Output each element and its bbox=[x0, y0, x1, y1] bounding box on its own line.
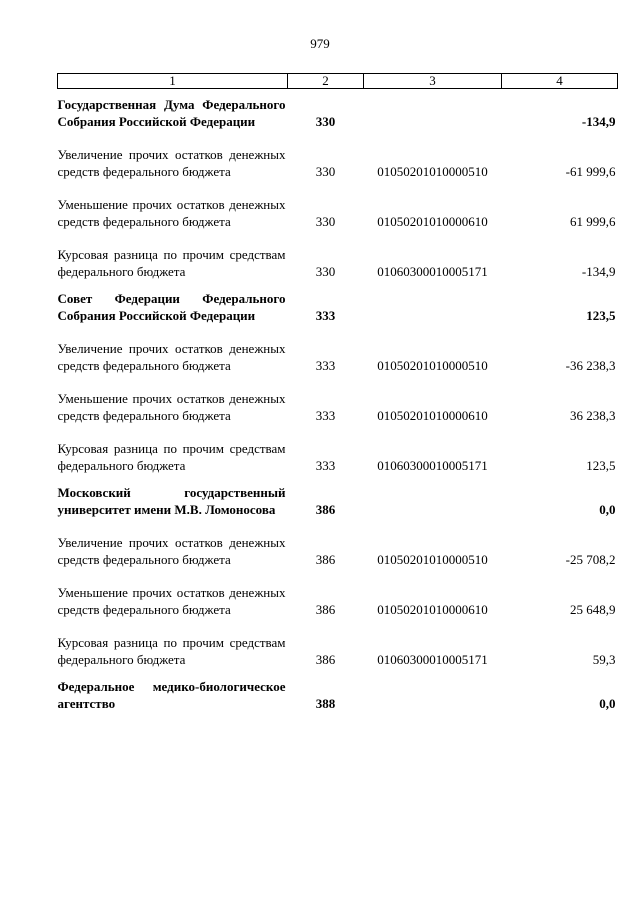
organization-row bbox=[58, 89, 618, 131]
column-header-3: 3 bbox=[364, 74, 502, 89]
item-amount: -36 238,3 bbox=[565, 358, 616, 373]
organization-amount: 0,0 bbox=[599, 696, 616, 711]
organization-amount: 0,0 bbox=[599, 502, 616, 517]
column-header-2: 2 bbox=[288, 74, 364, 89]
item-description: Уменьшение прочих остатков денежных средств федерального бюджета bbox=[57, 197, 286, 229]
item-description: Увеличение прочих остатков денежных средств федерального бюджета bbox=[57, 341, 286, 373]
item-kbk: 01060300010005171 bbox=[377, 652, 488, 667]
item-kbk: 01050201010000510 bbox=[377, 164, 488, 179]
item-amount: 25 648,9 bbox=[570, 602, 616, 617]
item-kbk: 01060300010005171 bbox=[377, 458, 488, 473]
item-description: Уменьшение прочих остатков денежных средств федерального бюджета bbox=[57, 391, 286, 423]
organization-row bbox=[58, 280, 618, 324]
organization-kbk bbox=[364, 668, 502, 712]
item-description: Увеличение прочих остатков денежных средств федерального бюджета bbox=[57, 535, 286, 567]
organization-name: Московский государственный университет имени М.В. Ломоносова bbox=[57, 485, 286, 517]
organization-code: 386 bbox=[315, 502, 336, 517]
organization-amount: 123,5 bbox=[586, 308, 616, 323]
item-description: Уменьшение прочих остатков денежных средств федерального бюджета bbox=[57, 585, 286, 617]
column-header-4: 4 bbox=[502, 74, 618, 89]
item-amount: -134,9 bbox=[581, 264, 616, 279]
organization-kbk bbox=[364, 89, 502, 131]
organization-name: Государственная Дума Федерального Собрания Российской Федерации bbox=[57, 97, 286, 129]
item-description: Курсовая разница по прочим средствам федерального бюджета bbox=[57, 247, 286, 279]
column-header-1: 1 bbox=[58, 74, 288, 89]
item-amount: -25 708,2 bbox=[565, 552, 616, 567]
organization-code: 333 bbox=[315, 308, 336, 323]
item-code: 386 bbox=[315, 652, 336, 667]
item-kbk: 01050201010000610 bbox=[377, 408, 488, 423]
table-row bbox=[58, 618, 618, 668]
header-row bbox=[58, 74, 618, 89]
item-kbk: 01060300010005171 bbox=[377, 264, 488, 279]
organization-code: 388 bbox=[315, 696, 336, 711]
item-kbk: 01050201010000610 bbox=[377, 214, 488, 229]
item-amount: 61 999,6 bbox=[570, 214, 616, 229]
organization-name: Совет Федерации Федерального Собрания Российской Федерации bbox=[57, 291, 286, 323]
item-code: 330 bbox=[315, 264, 336, 279]
table-row bbox=[58, 130, 618, 180]
item-amount: 123,5 bbox=[586, 458, 616, 473]
item-code: 330 bbox=[315, 214, 336, 229]
organization-kbk bbox=[364, 474, 502, 518]
organization-amount: -134,9 bbox=[581, 114, 616, 129]
budget-table bbox=[57, 73, 618, 712]
item-code: 333 bbox=[315, 358, 336, 373]
item-kbk: 01050201010000510 bbox=[377, 358, 488, 373]
item-kbk: 01050201010000510 bbox=[377, 552, 488, 567]
item-code: 386 bbox=[315, 602, 336, 617]
organization-row bbox=[58, 474, 618, 518]
item-code: 330 bbox=[315, 164, 336, 179]
table-row bbox=[58, 568, 618, 618]
item-description: Увеличение прочих остатков денежных средств федерального бюджета bbox=[57, 147, 286, 179]
item-code: 333 bbox=[315, 408, 336, 423]
table-row bbox=[58, 230, 618, 280]
table-body bbox=[58, 89, 618, 713]
item-amount: 59,3 bbox=[592, 652, 616, 667]
table-row bbox=[58, 374, 618, 424]
table-row bbox=[58, 324, 618, 374]
item-description: Курсовая разница по прочим средствам федерального бюджета bbox=[57, 441, 286, 473]
table-header bbox=[58, 74, 618, 89]
page-number: 979 bbox=[310, 36, 330, 51]
item-code: 386 bbox=[315, 552, 336, 567]
item-code: 333 bbox=[315, 458, 336, 473]
table-row bbox=[58, 180, 618, 230]
organization-code: 330 bbox=[315, 114, 336, 129]
organization-row bbox=[58, 668, 618, 712]
organization-kbk bbox=[364, 280, 502, 324]
item-amount: -61 999,6 bbox=[565, 164, 616, 179]
item-description: Курсовая разница по прочим средствам федерального бюджета bbox=[57, 635, 286, 667]
table-row bbox=[58, 518, 618, 568]
item-kbk: 01050201010000610 bbox=[377, 602, 488, 617]
table-row bbox=[58, 424, 618, 474]
organization-name: Федеральное медико-биологическое агентство bbox=[57, 679, 286, 711]
item-amount: 36 238,3 bbox=[570, 408, 616, 423]
